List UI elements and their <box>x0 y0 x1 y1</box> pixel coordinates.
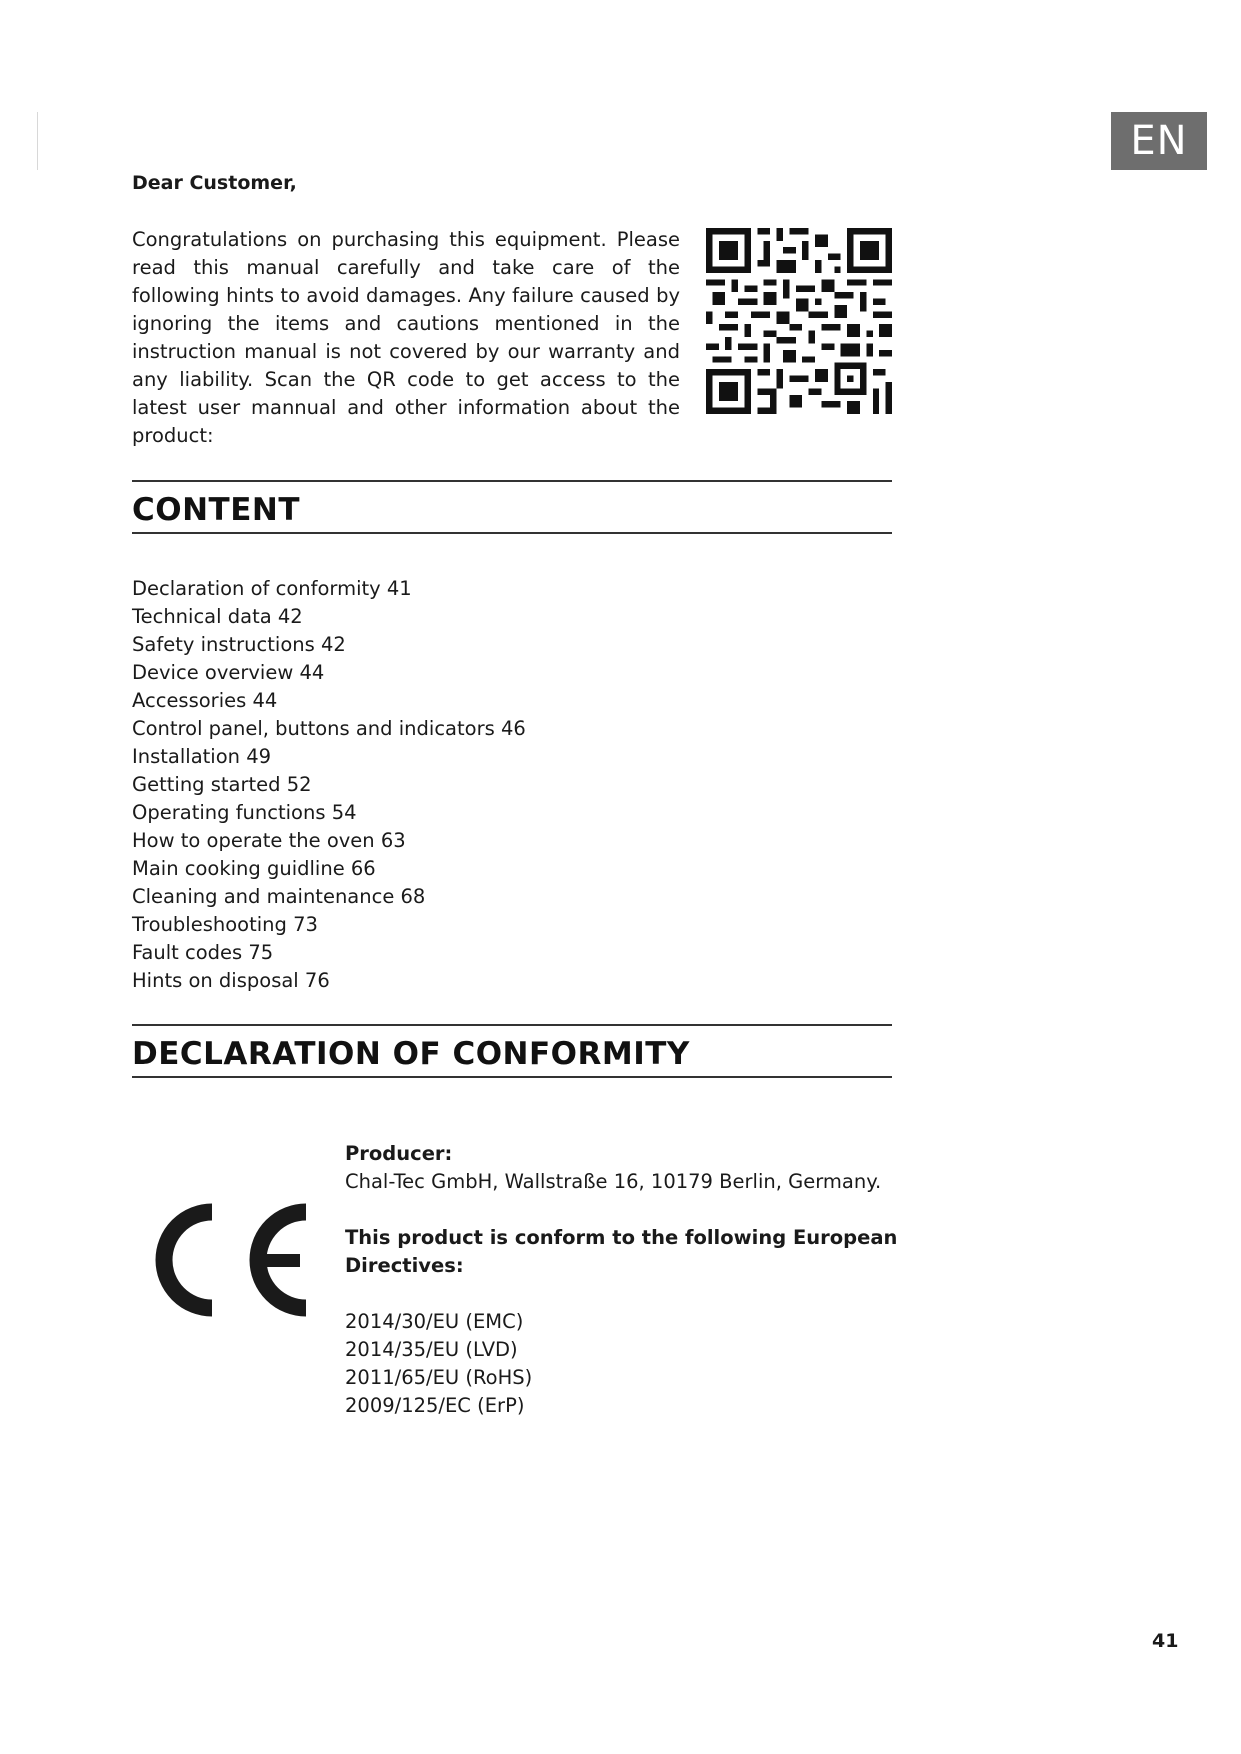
content-rule-bottom <box>132 532 892 534</box>
toc-item: Getting started 52 <box>132 773 312 796</box>
directive-item: 2014/35/EU (LVD) <box>345 1338 518 1361</box>
intro-paragraph: Congratulations on purchasing this equipment. Please read this manual carefully and take care of the following hints to avoid damages. Any failure caused by ignoring the items and cautions mentioned in the instruction manual is not covered by our warranty and any liability. Scan the QR code to get access to the latest user mannual and other information about the product: <box>132 228 680 447</box>
greeting: Dear Customer, <box>132 172 297 194</box>
toc-item: Troubleshooting 73 <box>132 913 318 936</box>
declaration-block <box>345 1140 905 1420</box>
toc-item: Main cooking guidline 66 <box>132 857 376 880</box>
declaration-rule-top <box>132 1024 892 1026</box>
toc-item: Fault codes 75 <box>132 941 274 964</box>
toc-item: Control panel, buttons and indicators 46 <box>132 717 526 740</box>
toc-item: Safety instructions 42 <box>132 633 346 656</box>
producer-label: Producer: <box>345 1142 453 1165</box>
directives-label: This product is conform to the following European <box>345 1226 898 1249</box>
content-title: CONTENT <box>132 492 300 528</box>
toc-item: Operating functions 54 <box>132 801 357 824</box>
toc-item: Hints on disposal 76 <box>132 969 330 992</box>
toc-item: Declaration of conformity 41 <box>132 577 412 600</box>
content-rule-top <box>132 480 892 482</box>
toc-item: Accessories 44 <box>132 689 278 712</box>
toc-item: Cleaning and maintenance 68 <box>132 885 426 908</box>
toc-item: Device overview 44 <box>132 661 325 684</box>
directive-item: 2014/30/EU (EMC) <box>345 1310 524 1333</box>
margin-rule <box>37 112 38 170</box>
producer-address: Chal-Tec GmbH, Wallstraße 16, 10179 Berlin, Germany. <box>345 1170 882 1193</box>
table-of-contents <box>132 575 526 995</box>
language-tab: EN <box>1111 112 1207 170</box>
page-number: 41 <box>1152 1630 1179 1652</box>
declaration-rule-bottom <box>132 1076 892 1078</box>
toc-item: Installation 49 <box>132 745 272 768</box>
declaration-title: DECLARATION OF CONFORMITY <box>132 1036 690 1072</box>
ce-mark-icon <box>148 1196 320 1324</box>
qr-code-icon <box>706 228 892 414</box>
toc-item: How to operate the oven 63 <box>132 829 406 852</box>
directives-label-cont: Directives: <box>345 1254 464 1277</box>
directive-item: 2011/65/EU (RoHS) <box>345 1366 533 1389</box>
directive-item: 2009/125/EC (ErP) <box>345 1394 525 1417</box>
toc-item: Technical data 42 <box>132 605 303 628</box>
